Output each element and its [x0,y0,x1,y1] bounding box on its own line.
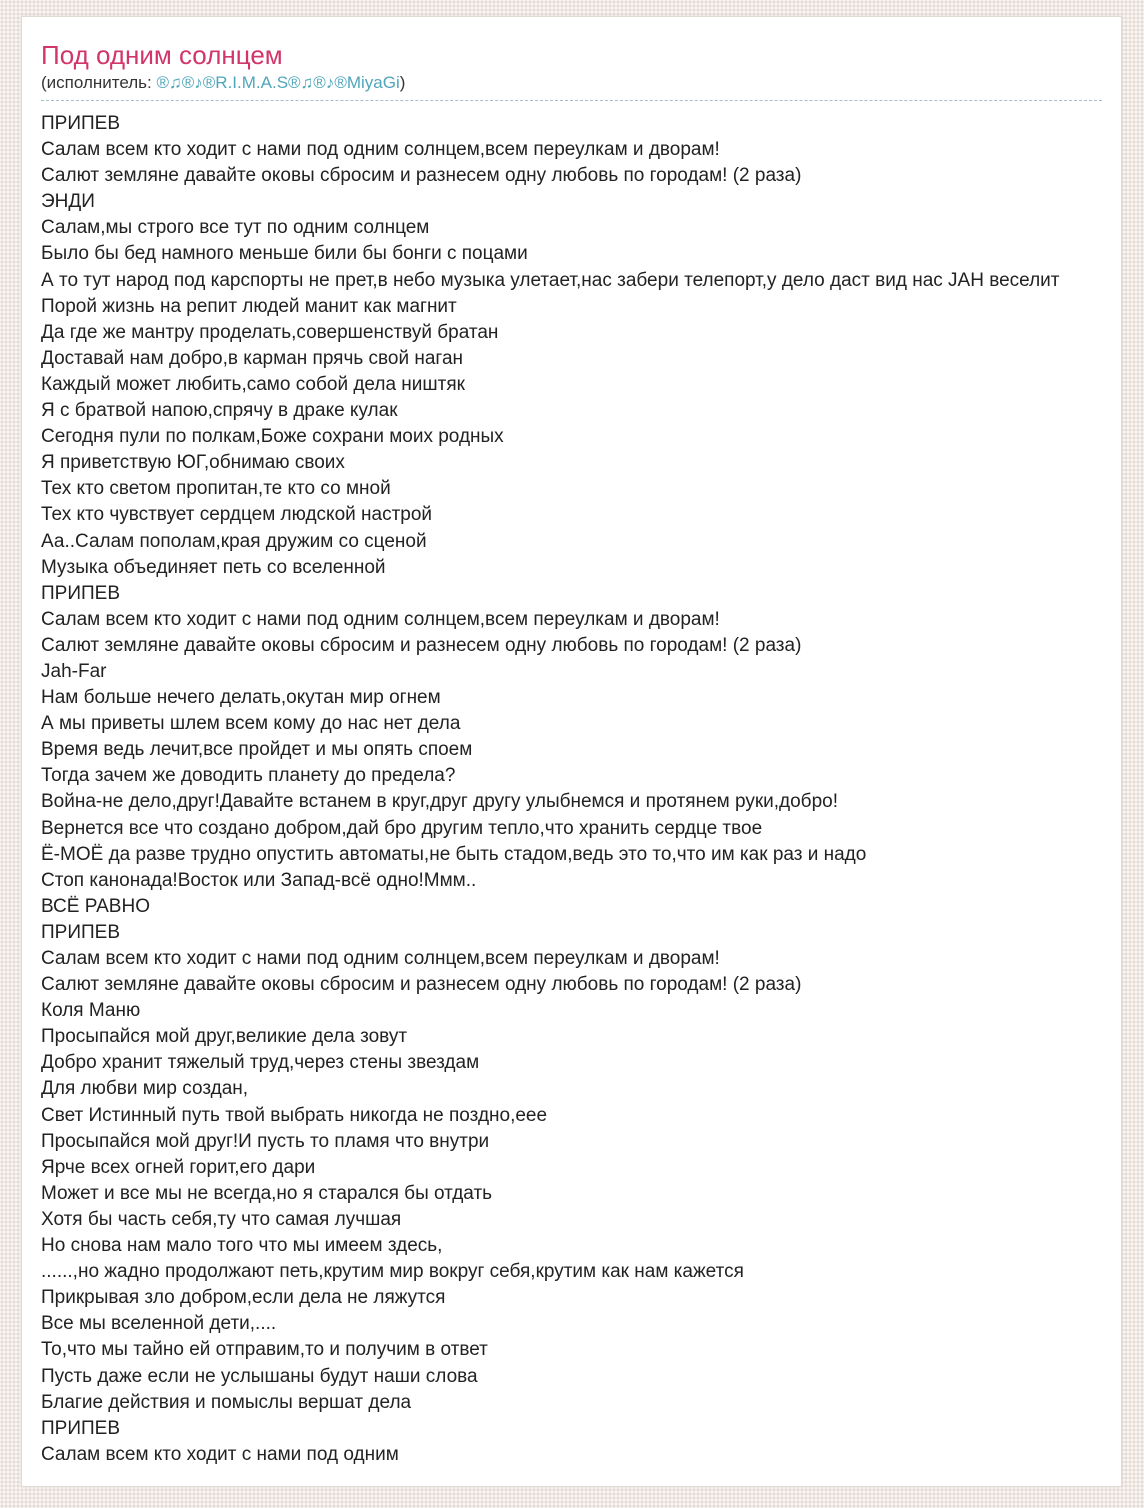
lyrics-line: Салам всем кто ходит с нами под одним солнцем,всем переулкам и дворам! [41,948,720,969]
lyrics-line: Для любви мир создан, [41,1078,249,1100]
artist-link[interactable]: ®♫®♪®R.I.M.A.S®♫®♪®MiyaGi [156,73,400,92]
lyrics-line: Пусть даже если не услышаны будут наши слова [41,1365,478,1387]
lyrics-line: Просыпайся мой друг!И пусть то пламя что внутри [41,1130,490,1152]
lyrics-line: Добро хранит тяжелый труд,через стены звездам [41,1052,480,1074]
lyrics-line: А то тут народ под карспорты не прет,в небо музыка улетает,нас забери телепорт,у дело даст вид нас JAH веселит [41,269,1060,291]
lyrics-line: Вернется все что создано добром,дай бро другим тепло,что хранить сердце твое [41,817,763,839]
lyrics-line: Коля Маню [41,1000,141,1022]
lyrics-line: Я приветствую ЮГ,обнимаю своих [41,452,345,474]
artist-line [41,72,1102,101]
lyrics-line: Да где же мантру проделать,совершенствуй братан [41,321,499,343]
lyrics-line: ЭНДИ [41,191,95,213]
lyrics-line: А мы приветы шлем всем кому до нас нет дела [41,713,461,735]
lyrics-line: Тех кто светом пропитан,те кто со мной [41,478,391,500]
lyrics-line: Салам,мы строго все тут по одним солнцем [41,217,430,239]
lyrics-line: Я с братвой напою,спрячу в драке кулак [41,400,398,422]
artist-close-paren: ) [399,73,406,92]
lyrics-line: ВСЁ РАВНО [41,895,150,917]
lyrics-line: Хотя бы часть себя,ту что самая лучшая [41,1208,402,1230]
lyrics-line: Было бы бед намного меньше били бы бонги с поцами [41,243,528,265]
lyrics-line: ПРИПЕВ [41,582,120,604]
lyrics-line: Доставай нам добро,в карман прячь свой наган [41,347,464,369]
lyrics-line: Сегодня пули по полкам,Боже сохрани моих родных [41,426,504,448]
lyrics-line: Свет Истинный путь твой выбрать никогда не поздно,еее [41,1104,548,1126]
lyrics-line: Время ведь лечит,все пройдет и мы опять споем [41,739,473,761]
lyrics-line: Стоп канонада!Восток или Запад-всё одно!Ммм.. [41,869,477,891]
song-header [41,41,1121,101]
lyrics-line: Война-не дело,друг!Давайте встанем в круг,друг другу улыбнемся и протянем руки,добро! [41,791,838,813]
lyrics-line: Jah-Far [41,660,107,682]
lyrics-line: Нам больше нечего делать,окутан мир огнем [41,687,441,709]
lyrics-text [41,111,1121,1468]
song-title: Под одним солнцем [41,40,283,70]
lyrics-line: Тех кто чувствует сердцем людской настрой [41,504,433,526]
lyrics-line: Но снова нам мало того что мы имеем здесь, [41,1235,443,1257]
lyrics-line: Просыпайся мой друг,великие дела зовут [41,1026,408,1048]
lyrics-line: Каждый может любить,само собой дела ништяк [41,373,465,395]
lyrics-card [21,16,1122,1487]
lyrics-line: Все мы вселенной дети,.... [41,1313,277,1335]
lyrics-line: Тогда зачем же доводить планету до предела? [41,765,456,787]
lyrics-line: Салют земляне давайте оковы сбросим и разнесем одну любовь по городам! (2 раза) [41,165,802,187]
lyrics-line: ПРИПЕВ [41,1417,120,1439]
lyrics-line: ......,но жадно продолжают петь,крутим мир вокруг себя,крутим как нам кажется [41,1261,744,1283]
lyrics-line: Ярче всех огней горит,его дари [41,1156,316,1178]
lyrics-line: Музыка объединяет петь со вселенной [41,556,386,578]
lyrics-line: Порой жизнь на репит людей манит как магнит [41,295,457,317]
lyrics-line: Салют земляне давайте оковы сбросим и разнесем одну любовь по городам! (2 раза) [41,974,802,996]
lyrics-line: Салам всем кто ходит с нами под одним [41,1443,399,1465]
lyrics-line: Прикрывая зло добром,если дела не ляжутся [41,1287,446,1309]
lyrics-line: Салам всем кто ходит с нами под одним солнцем,всем переулкам и дворам! [41,608,720,630]
lyrics-line: То,что мы тайно ей отправим,то и получим в ответ [41,1339,488,1361]
lyrics-line: Аа..Салам пополам,края дружим со сценой [41,530,427,552]
lyrics-line: ПРИПЕВ [41,113,120,134]
lyrics-line: Может и все мы не всегда,но я старался бы отдать [41,1182,493,1204]
lyrics-line: ПРИПЕВ [41,921,120,943]
lyrics-line: Благие действия и помыслы вершат дела [41,1391,412,1413]
lyrics-line: Салют земляне давайте оковы сбросим и разнесем одну любовь по городам! (2 раза) [41,634,802,656]
lyrics-line: Ё-МОЁ да разве трудно опустить автоматы,не быть стадом,ведь это то,что им как раз и надо [41,843,867,865]
artist-label: (исполнитель: [41,73,157,92]
lyrics-line: Салам всем кто ходит с нами под одним солнцем,всем переулкам и дворам! [41,139,720,161]
